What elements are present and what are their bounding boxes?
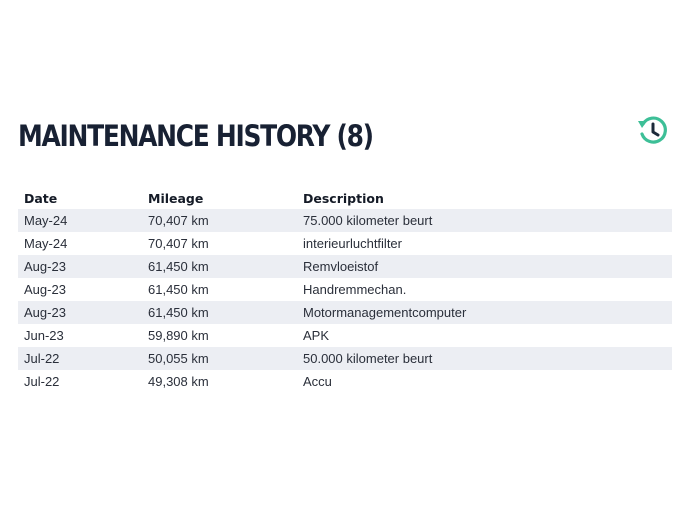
cell-mileage: 61,450 km (148, 282, 209, 297)
cell-mileage: 50,055 km (142, 347, 297, 370)
cell-description: Remvloeistof (297, 255, 672, 278)
cell-description: 50.000 kilometer beurt (297, 347, 672, 370)
history-icon[interactable] (636, 114, 670, 148)
cell-description: Accu (303, 374, 332, 389)
cell-description: Motormanagementcomputer (297, 301, 672, 324)
table-row (18, 324, 672, 347)
cell-date: May-24 (24, 236, 68, 251)
cell-description: interieurluchtfilter (303, 236, 402, 251)
table-row (18, 255, 672, 278)
cell-date: Aug-23 (24, 282, 66, 297)
column-header-mileage: Mileage (148, 190, 204, 206)
table-row (18, 370, 672, 393)
cell-date: Aug-23 (18, 301, 142, 324)
cell-mileage: 59,890 km (148, 328, 209, 343)
maintenance-history-header (18, 114, 672, 158)
cell-date: May-24 (18, 209, 142, 232)
cell-mileage: 61,450 km (142, 301, 297, 324)
cell-date: Jul-22 (18, 347, 142, 370)
cell-date: Jul-22 (24, 374, 60, 389)
cell-description: APK (303, 328, 330, 343)
cell-mileage: 49,308 km (148, 374, 209, 389)
table-row (18, 209, 672, 232)
cell-date: Aug-23 (18, 255, 142, 278)
maintenance-table (18, 187, 672, 393)
cell-description: 75.000 kilometer beurt (297, 209, 672, 232)
table-header-row (18, 187, 672, 209)
table-row (18, 347, 672, 370)
column-header-description: Description (303, 190, 384, 206)
cell-mileage: 70,407 km (142, 209, 297, 232)
table-row (18, 278, 672, 301)
table-row (18, 232, 672, 255)
cell-mileage: 70,407 km (148, 236, 209, 251)
table-row (18, 301, 672, 324)
page-title: MAINTENANCE HISTORY (8) (18, 119, 373, 153)
cell-date: Jun-23 (24, 328, 64, 343)
column-header-date: Date (24, 190, 58, 206)
cell-description: Handremmechan. (303, 282, 407, 297)
cell-mileage: 61,450 km (142, 255, 297, 278)
